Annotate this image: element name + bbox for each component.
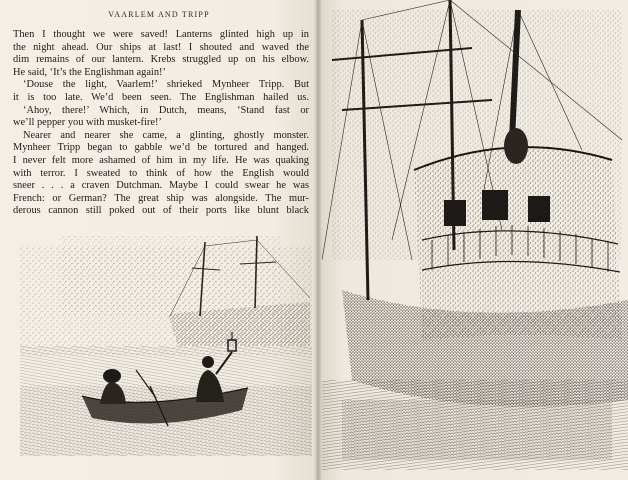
- text-line: Nearer and nearer she came, a glinting, ghostly monster.: [23, 129, 309, 141]
- text-line: I never felt more ashamed of him in my life. He was quaking: [13, 154, 309, 166]
- text-line: Then I thought we were saved! Lanterns glinted high up in: [13, 29, 309, 40]
- ship-illustration-drawing: [322, 0, 628, 480]
- running-head: VAARLEM AND TRIPP: [108, 10, 210, 19]
- rowboat-illustration-drawing: [20, 236, 312, 468]
- text-line: He said, ‘It’s the Englishman again!’: [13, 66, 166, 78]
- text-line: it is too late. We’d been seen. The Englishman hailed us.: [13, 91, 309, 103]
- text-line: sneer . . . a craven Dutchman. Maybe I could swear he was: [13, 180, 309, 192]
- text-line: we’ll pepper you with musket-fire!’: [13, 117, 162, 129]
- text-line: derous cannon still poked out of their ports like blunt black: [13, 205, 309, 217]
- ship-illustration: [322, 0, 628, 480]
- text-line: with terror. I sweated to think of how the English would: [13, 167, 309, 179]
- rowboat-illustration: [20, 236, 312, 468]
- book-gutter: [314, 0, 322, 480]
- story-text: [13, 29, 309, 218]
- text-line: French: or German? The great ship was alongside. The mur-: [13, 192, 309, 204]
- text-line: ‘Douse the light, Vaarlem!’ shrieked Mynheer Tripp. But: [23, 79, 309, 91]
- text-line: ‘Ahoy, there!’ Which, in Dutch, means, ‘Stand fast or: [23, 104, 309, 116]
- text-line: dim remains of our lantern. Krebs struggled up on his elbow.: [13, 54, 309, 66]
- text-line: the night ahead. Our ships at last! I shouted and waved the: [13, 41, 309, 53]
- text-line: Mynheer Tripp began to gabble we’d be tortured and hanged.: [13, 142, 309, 154]
